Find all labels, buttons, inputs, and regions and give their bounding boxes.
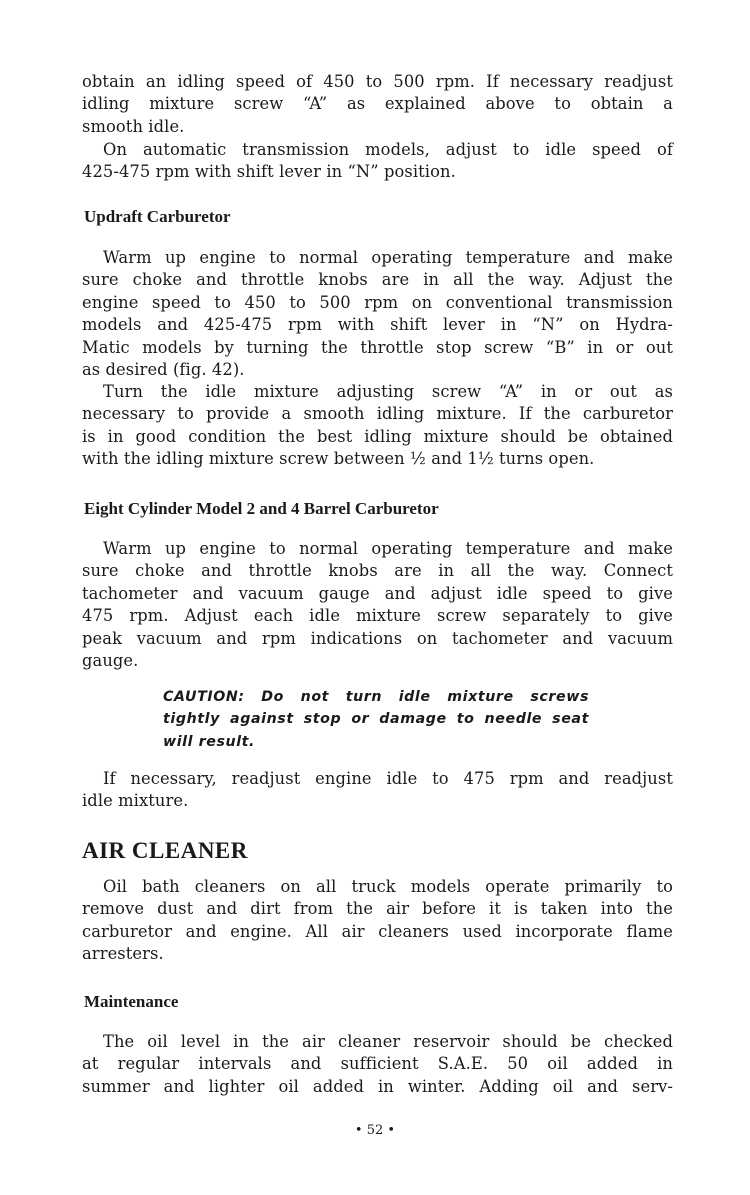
text-line: peak vacuum and rpm indications on tachometer and vacuum: [82, 628, 673, 648]
text-line: If necessary, readjust engine idle to 475 rpm and readjust: [103, 769, 673, 788]
paragraph-idle-mixture: [82, 381, 673, 471]
text-line: engine speed to 450 to 500 rpm on conventional transmission: [82, 292, 673, 312]
paragraph-readjust: [82, 768, 673, 813]
text-line: sure choke and throttle knobs are in all the way. Connect: [82, 561, 673, 581]
text-line: is in good condition the best idling mixture should be obtained: [82, 426, 673, 446]
text-line: CAUTION: Do not turn idle mixture screws: [163, 689, 589, 705]
text-line: with the idling mixture screw between ½ and 1½ turns open.: [82, 449, 595, 469]
text-line: necessary to provide a smooth idling mixture. If the carburetor: [82, 404, 673, 424]
heading-eight-cylinder: Eight Cylinder Model 2 and 4 Barrel Carburetor: [84, 499, 439, 518]
text-line: remove dust and dirt from the air before it is taken into the: [82, 899, 673, 919]
page-number: • 52 •: [354, 1123, 396, 1138]
text-line: gauge.: [82, 650, 139, 670]
text-line: The oil level in the air cleaner reservoir should be checked: [103, 1032, 673, 1051]
text-line: arresters.: [82, 944, 164, 964]
caution-note: [163, 686, 589, 753]
text-line: Matic models by turning the throttle stop screw “B” in or out: [82, 337, 673, 357]
heading-maintenance: Maintenance: [84, 992, 179, 1011]
text-line: tachometer and vacuum gauge and adjust idle speed to give: [82, 583, 673, 603]
text-line: On automatic transmission models, adjust to idle speed of: [103, 140, 673, 159]
paragraph-idle-speed: [82, 71, 673, 138]
text-line: summer and lighter oil added in winter. Adding oil and serv-: [82, 1076, 673, 1096]
text-line: as desired (fig. 42).: [82, 359, 245, 379]
text-line: will result.: [163, 733, 256, 750]
text-line: Warm up engine to normal operating temperature and make: [103, 248, 673, 267]
heading-updraft-carburetor: Updraft Carburetor: [84, 207, 231, 226]
paragraph-oil-bath-cleaners: [82, 876, 673, 966]
text-line: 475 rpm. Adjust each idle mixture screw separately to give: [82, 606, 673, 626]
text-line: at regular intervals and sufficient S.A.E. 50 oil added in: [82, 1054, 673, 1074]
text-line: Warm up engine to normal operating temperature and make: [103, 539, 673, 558]
text-line: Turn the idle mixture adjusting screw “A” in or out as: [103, 382, 673, 401]
heading-air-cleaner: AIR CLEANER: [82, 838, 248, 863]
text-line: sure choke and throttle knobs are in all the way. Adjust the: [82, 270, 673, 290]
text-line: 425-475 rpm with shift lever in “N” position.: [82, 162, 456, 182]
text-line: tightly against stop or damage to needle seat: [163, 711, 589, 728]
paragraph-oil-level: [82, 1031, 673, 1098]
text-line: obtain an idling speed of 450 to 500 rpm. If necessary readjust: [82, 72, 673, 91]
paragraph-eight-cylinder-warmup: [82, 538, 673, 672]
text-line: smooth idle.: [82, 116, 185, 136]
text-line: Oil bath cleaners on all truck models operate primarily to: [103, 877, 673, 896]
text-line: idle mixture.: [82, 791, 189, 811]
text-line: carburetor and engine. All air cleaners used incorporate flame: [82, 921, 673, 941]
text-line: idling mixture screw “A” as explained above to obtain a: [82, 94, 673, 114]
paragraph-automatic-transmission: [82, 139, 673, 184]
paragraph-updraft-warmup: [82, 247, 673, 381]
text-line: models and 425-475 rpm with shift lever in “N” on Hydra-: [82, 315, 673, 335]
